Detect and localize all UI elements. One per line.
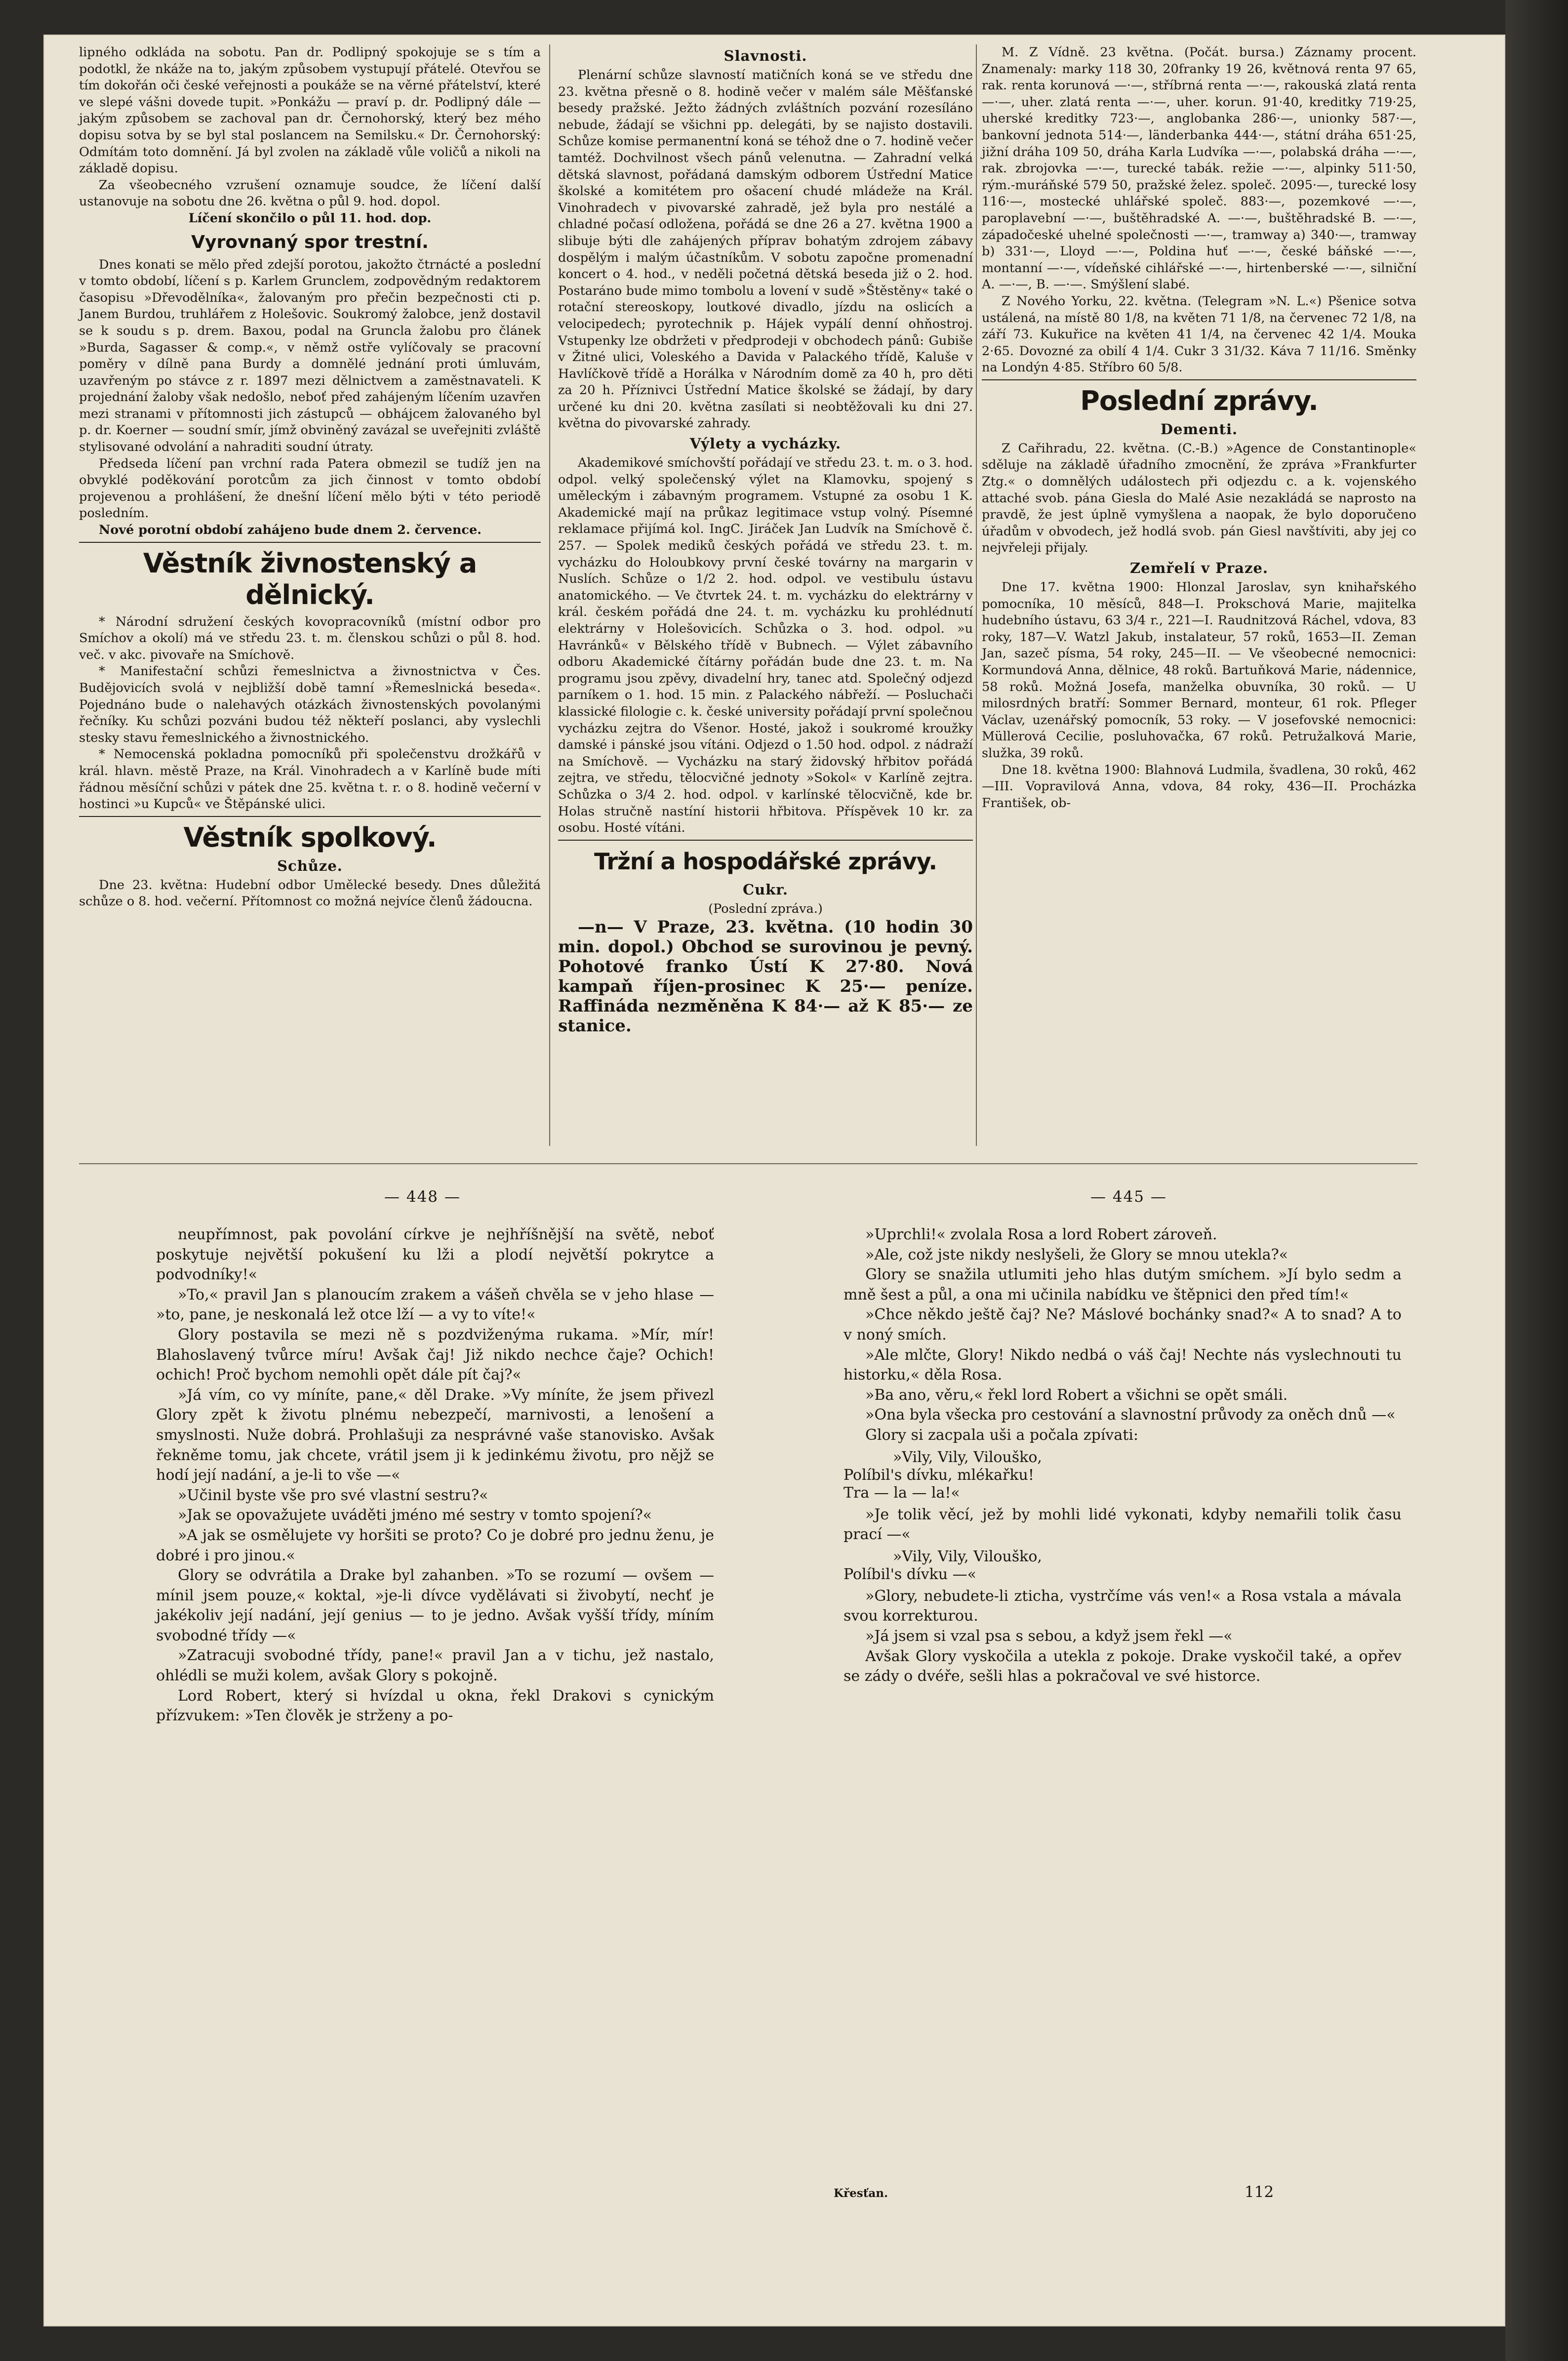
article-text: Líčení skončilo o půl 11. hod. dop.: [188, 210, 432, 226]
article-text: Nové porotní období zahájeno bude dnem 2. července.: [99, 523, 482, 538]
column-rule: [549, 44, 550, 1146]
paragraph: »Já jsem si vzal psa s sebou, a když jsem řekl —«: [865, 1627, 1233, 1645]
page-divider: [79, 1163, 1417, 1164]
article-text: Plenární schůze slavností matičních koná se ve středu dne 23. května přesně o 8. hodině večer v malém sále Měšťanské besedy pražské. Ježto žádných zvláštních pozvání rozesíláno nebude, žádají se všichni pp. delegáti, by se najisto dostavili. Schůze komise permanentní koná se téhož dne o 7. hodině večer tamtéž. Dochvilnost všech pánů velenutna. — Zahradní velká dětská slavnost, pořádaná damským odborem Ústřední Matice školské a komitétem pro ošacení chudé mládeže na Král. Vinohradech v pivovarské zahradě, jež byla pro nestálé a chladné počasí odložena, pořádá se dne 26 a 27. května 1900 a slibuje býti dle zahájených příprav bohatým zdrojem zábavy dospělým i malým účastníkům. V sobotu započne promenadní koncert o 4. hod., v neděli početná dětská beseda již o 2. hod. Postaráno bude mimo tombolu a lovení v sudě »Štěstěny« také o rotační stereoskopy, loutkové divadlo, jízdu na oslicích a velocipedech; pyrotechnik p. Hájek vypálí denní ohňostroj. Vstupenky lze obdržeti v předprodeji v obchodech pánů: Gubiše v Žitné ulici, Voleského a Davida v Palackého třídě, Kaluše v Havlíčkově třídě a Horálka v Národním domě za 40 h, pro děti za 20 h. Příznivci Ústřední Matice školské se žádají, by dary určené ku dni 20. května zasílati si neobtěžovali ku dni 27. května do pivovarské zahrady.: [558, 68, 973, 431]
article-text: * Manifestační schůzi řemeslnictva a živnostnictva v Čes. Budějovicích svolá v nejbližší době tamní »Řemeslnická beseda«. Pojednáno bude o nalehavých otázkách živnostenských povolanými řečníky. Ku schůzi pozváni budou též někteří poslanci, aby vyslechli stesky stavu řemeslnického a živnostnického.: [79, 664, 541, 745]
column-2: [558, 44, 973, 1036]
verse-line: »Vily, Vily, Vilouško,: [893, 1448, 1042, 1466]
newspaper-page: [43, 35, 1505, 2326]
paragraph: Glory se snažila utlumiti jeho hlas dutým smíchem. »Jí bylo sedm a mně šest a půl, a ona mi učinila nabídku ve štěpnici den před tím!«: [844, 1266, 1402, 1303]
article-text: —n— V Praze, 23. května. (10 hodin 30 min. dopol.) Obchod se surovinou je pevný. Pohotové franko Ústí K 27·80. Nová kampaň říjen-prosinec K 25·— peníze. Raffináda nezměněna K 84·— až K 85·— ze stanice.: [558, 917, 973, 1036]
verse-line: Políbil's dívku, mlékařku!: [844, 1466, 1034, 1484]
section-heading: Věstník spolkový.: [183, 821, 437, 853]
paragraph: »Glory, nebudete-li zticha, vystrčíme vás ven!« a Rosa vstala a mávala svou korrekturou.: [844, 1587, 1402, 1625]
paragraph: Lord Robert, který si hvízdal u okna, řekl Drakovi s cynickým přízvukem: »Ten člověk je strženy a po-: [156, 1687, 714, 1725]
paragraph: »Ale, což jste nikdy neslyšeli, že Glory se mnou utekla?«: [865, 1246, 1288, 1263]
article-text: * Národní sdružení českých kovopracovníků (místní odbor pro Smíchov a okolí) má ve středu 23. t. m. členskou schůzi o půl 8. hod. več. v akc. pivovaře na Smíchově.: [79, 614, 541, 662]
paragraph: neupřímnost, pak povolání církve je nejhříšnější na světě, neboť poskytuje největší pokušení ku lži a plodí největší pokrytce a podvodníky!«: [156, 1226, 714, 1284]
book-binding-edge: [1505, 0, 1568, 2361]
article-text: M. Z Vídně. 23 května. (Počát. bursa.) Záznamy procent. Znamenaly: marky 118 30, 20franky 19 26, květnová renta 97 65, rak. renta korunová —·—, stříbrná renta —·—, rakouská zlatá renta —·—, uher. zlatá renta —·—, uher. korun. 91·40, kreditky 719·25, uherské kreditky 723·—, anglobanka 286·—, unionky 587·—, bankovní jednota 514·—, länderbanka 444·—, státní dráha 651·25, jižní dráha 109 50, dráha Karla Ludvíka —·—, polabská dráha —·—, rak. zbrojovka —·—, turecké tabák. režie —·—, alpinky 511·50, rým.-muráňské 579 50, pražské želez. společ. 2095·—, turecké losy 116·—, mostecké uhlářské společ. 883·—, pozemkové —·—, paroplavební —·—, buštěhradské A. —·—, buštěhradské B. —·—, západočeské uhelné společnosti —·—, tramway a) 340·—, tramway b) 331·—, Lloyd —·—, Poldina huť —·—, české báňské —·—, montanní —·—, vídeňské cihlářské —·—, hirtenberské —·—, silniční A. —·—, B. —·—. Smýšlení slabé.: [982, 45, 1416, 292]
subheading: Výlety a vycházky.: [689, 435, 842, 452]
article-text: Předseda líčení pan vrchní rada Patera obmezil se tudíž jen na obvyklé poděkování porotcům za jich činnost v tomto období projevenou a prohlášení, že dnešní líčení mělo býti v této periodě posledním.: [79, 456, 541, 521]
subheading: Dementi.: [1160, 420, 1238, 438]
divider: [79, 816, 541, 817]
divider: [558, 840, 973, 841]
article-text: Dne 17. května 1900: Hlonzal Jaroslav, syn knihařského pomocníka, 10 měsíců, 848—I. Prokschová Marie, majitelka hudebního ústavu, 63 3/4 r., 221—I. Raudnitzová Ráchel, vdova, 83 roky, 187—V. Watzl Jakub, instalateur, 57 roků, 1653—II. Zeman Jan, sazeč písma, 54 roky, 245—II. — Ve všeobecné nemocnici: Kormundová Anna, dělnice, 48 roků. Bartuňková Marie, nádennice, 58 roků. Možná Josefa, manželka obuvníka, 30 roků. — U milosrdných bratří: Sommer Bernard, monteur, 61 rok. Pfleger Václav, uzenářský pomocník, 53 roky. — V josefovské nemocnici: Müllerová Cecilie, posluhovačka, 67 roků. Petružalková Marie, služka, 39 roků.: [982, 580, 1416, 761]
footer-page-number: 112: [1245, 2183, 1274, 2201]
section-heading: Poslední zprávy.: [1080, 385, 1318, 416]
page-number-left: — 448 —: [384, 1188, 461, 1206]
paragraph: Glory si zacpala uši a počala zpívati:: [865, 1426, 1139, 1444]
section-heading: Tržní a hospodářské zprávy.: [594, 848, 937, 875]
paragraph: »Chce někdo ještě čaj? Ne? Máslové bochánky snad?« A to snad? A to v noný smích.: [844, 1306, 1402, 1343]
column-rule: [976, 44, 977, 1146]
paragraph: »Ona byla všecka pro cestování a slavnostní průvody za oněch dnů —«: [865, 1406, 1396, 1424]
verse-line: Tra — la — la!«: [844, 1484, 960, 1502]
paragraph: Avšak Glory vyskočila a utekla z pokoje. Drake vyskočil také, a opřev se zády o dvéře, sešli hlas a pokračoval ve své historce.: [844, 1647, 1402, 1685]
article-text: Z Nového Yorku, 22. května. (Telegram »N. L.«) Pšenice sotva ustálená, na místě 80 1/8, na květen 71 1/8, na červenec 72 1/8, na září 73. Kukuřice na květen 41 1/4, na červenec 42 1/4. Mouka 2·65. Dovozné za obilí 4 1/4. Cukr 3 31/32. Káva 7 11/16. Směnky na Londýn 4·85. Stříbro 60 5/8.: [982, 293, 1416, 375]
paragraph: »Zatracuji svobodné třídy, pane!« pravil Jan a v tichu, jež nastalo, ohlédli se muži kolem, avšak Glory s pokojně.: [156, 1647, 714, 1685]
paragraph: »Je tolik věcí, jež by mohli lidé vykonati, kdyby nemařili tolik času prací —«: [844, 1506, 1402, 1544]
divider: [982, 379, 1416, 380]
novel-text-left: [156, 1225, 714, 1726]
article-text: Za všeobecného vzrušení oznamuje soudce, že líčení další ustanovuje na sobotu dne 26. května o půl 9. hod. dopol.: [79, 177, 541, 209]
footer-signature: Křesťan.: [834, 2187, 888, 2200]
article-text: Dne 18. května 1900: Blahnová Ludmila, švadlena, 30 roků, 462—III. Vopravilová Anna, vdova, 84 roky, 436—II. Procházka František, ob-: [982, 762, 1416, 811]
novel-text-right: [844, 1225, 1402, 1687]
divider: [79, 542, 541, 543]
article-text: * Nemocenská pokladna pomocníků při společenstvu drožkářů v král. hlavn. městě Praze, na Král. Vinohradech a v Karlíně bude míti řádnou měsíční schůzi v pátek dne 25. května t. r. o 8. hodině večerní v hostinci »u Kupců« ve Štěpánské ulici.: [79, 747, 541, 812]
section-heading: Slavnosti.: [724, 47, 807, 64]
paragraph: »A jak se osmělujete vy horšiti se proto? Co je dobré pro jednu ženu, je dobré i pro jinou.«: [156, 1526, 714, 1564]
subheading-note: (Poslední zpráva.): [708, 901, 823, 916]
subheading: Zemřelí v Praze.: [1129, 560, 1268, 577]
column-1: [79, 44, 541, 910]
verse-line: Políbil's dívku —«: [844, 1565, 976, 1583]
verse-line: »Vily, Vily, Vilouško,: [893, 1547, 1042, 1565]
song-verse: [844, 1548, 1402, 1584]
article-text: Dne 23. května: Hudební odbor Umělecké besedy. Dnes důležitá schůze o 8. hod. večerní. Přítomnost co možná nejvíce členů žádoucna.: [79, 877, 541, 909]
subheading: Schůze.: [277, 857, 343, 874]
article-text: Z Cařihradu, 22. května. (C.-B.) »Agence de Constantinople« sděluje na základě úřadního zmocnění, že zpráva »Frankfurter Ztg.« o domnělých událostech při odjezdu c. a k. vojenského attaché svob. pána Giesla do Malé Asie nezakládá se naprosto na pravdě, že jest úplně vymyšlena a naopak, že bylo doporučeno úřadům v obvodech, jež hodlá svob. pán Giesl navštíviti, aby jej co nejvřeleji přijaly.: [982, 441, 1416, 556]
article-text: Dnes konati se mělo před zdejší porotou, jakožto čtrnácté a poslední v tomto období, líčení s p. Karlem Grunclem, zodpovědným redaktorem časopisu »Dřevodělníka«, žalovaným pro přečin bezpečnosti cti p. Janem Burdou, truhlářem z Holešovic. Soukromý žalobce, jenž dostavil se k soudu s p. drem. Baxou, podal na Gruncla žalobu pro článek »Burda, Sagasser & comp.«, v němž ostře vylíčovaly se pracovní poměry v dílně pana Burdy a domnělé jednání proti úmluvám, uzavřeným po stávce z r. 1897 mezi dělnictvem a zaměstnavateli. K projednání žaloby však nedošlo, neboť před zahájeným líčením uzavřen mezi stranami v přítomnosti jich zástupců — obhájcem žalovaného byl p. dr. Koerner — soudní smír, jímž obviněný zavázal se uveřejniti zvláště stylisované odvolání a nahraditi soudní útraty.: [79, 257, 541, 455]
section-heading: Věstník živnostenský a dělnický.: [143, 547, 477, 611]
paragraph: Glory se odvrátila a Drake byl zahanben. »To se rozumí — ovšem — mínil jsem pouze,« koktal, »je-li dívce vydělávati si živobytí, nechť je jakékoliv její nadání, její genius — to je jedno. Avšak vyšší třídy, míním svobodné třídy —«: [156, 1567, 714, 1644]
paragraph: Glory postavila se mezi ně s pozdviženýma rukama. »Mír, mír! Blahoslavený tvůrce míru! Avšak čaj! Již nikdo nechce čaje? Ochich! ochich! Proč bychom nemohli opět dále pít čaj?«: [156, 1326, 714, 1384]
paragraph: »Já vím, co vy míníte, pane,« děl Drake. »Vy míníte, že jsem přivezl Glory zpět k životu plnému nebezpečí, marnivosti, a lenošení a smyslnosti. Nuže dobrá. Prohlašuji za nesprávné vaše stanovisko. Avšak řekněme tomu, jak chcete, vrátil jsem ji k jedinkému životu, pro nějž se hodí její nadání, a je-li to vše —«: [156, 1386, 714, 1484]
page-number-right: — 445 —: [1090, 1188, 1167, 1206]
paragraph: »Ba ano, věru,« řekl lord Robert a všichni se opět smáli.: [865, 1386, 1288, 1404]
song-verse: [844, 1449, 1402, 1502]
article-text: Akademikové smíchovští pořádají ve středu 23. t. m. o 3. hod. odpol. velký společenský výlet na Klamovku, spojený s uměleckým i zábavným programem. Vstupné za osobu 1 K. Akademické mají na průkaz legitimace vstup volný. Písemné reklamace přijímá kol. IngC. Jiráček Jan Ludvík na Smíchově č. 257. — Spolek mediků českých pořádá ve středu 23. t. m. vycházku do Holoubkovy první české továrny na margarin v Nuslích. Schůze o 1/2 2. hod. odpol. ve vestibulu ústavu anatomického. — Ve čtvrtek 24. t. m. vycházku do elektrárny v král. českém pořádá dne 24. t. m. vycházku ku prohlédnutí elektrárny v Holešovicích. Schůzka o 3. hod. odpol. »u Havránků« v Bělského třídě v Bubnech. — Výlet zábavního odboru Akademické čítárny pořádán bude dne 23. t. m. Na programu jsou zpěvy, divadelní hry, tanec atd. Společný odjezd parníkem o 1. hod. 15 min. z Palackého nábřeží. — Posluchači klassické filologie c. k. české university pořádají první společnou vycházku zejtra do Všenor. Hosté, jakož i soukromé kroužky damské i pánské jsou vítáni. Odjezd o 1.50 hod. odpol. z nádraží na Smíchově. — Vycházku na starý židovský hřbitov pořádá zejtra, ve středu, tělocvičné jednoty »Sokol« v Karlíně zejtra. Schůzka o 3/4 2. hod. odpol. v karlínské tělocvičně, kde br. Holas stručně nastíní historii hřbitova. Příspěvek 10 kr. za osobu. Hosté vítáni.: [558, 455, 973, 836]
article-text: lipného odkláda na sobotu. Pan dr. Podlipný spokojuje se s tím a podotkl, že nkáže na to, jakým způsobem vystupují přátelé. Otevřou se tím dokořán oči české veřejnosti a poukáže se na věrné přátelství, které ve slepé vášni dovede tupit. »Ponkážu — praví p. dr. Podlipný dále — jakým způsobem se zachoval pan dr. Černohorský, který bez mého dopisu sotva by se byl stal poslancem na Semilsku.« Dr. Černohorský: Odmítám toto domnění. Já byl zvolen na základě vůle voličů a nikoli na základě dopisu.: [79, 45, 541, 176]
subheading: Cukr.: [743, 881, 788, 898]
paragraph: »Ale mlčte, Glory! Nikdo nedbá o váš čaj! Nechte nás vyslechnouti tu historku,« děla Rosa.: [844, 1346, 1402, 1384]
paragraph: »Uprchli!« zvolala Rosa a lord Robert zároveň.: [865, 1226, 1217, 1243]
paragraph: »Jak se opovažujete uváděti jméno mé sestry v tomto spojení?«: [178, 1506, 652, 1524]
paragraph: »To,« pravil Jan s planoucím zrakem a vášeň chvěla se v jeho hlase — »to, pane, je neskonalá lež otce lží — a vy to víte!«: [156, 1286, 714, 1324]
paragraph: »Učinil byste vše pro své vlastní sestru?«: [178, 1486, 488, 1504]
section-heading: Vyrovnaný spor trestní.: [191, 232, 429, 252]
column-3: [982, 44, 1416, 812]
